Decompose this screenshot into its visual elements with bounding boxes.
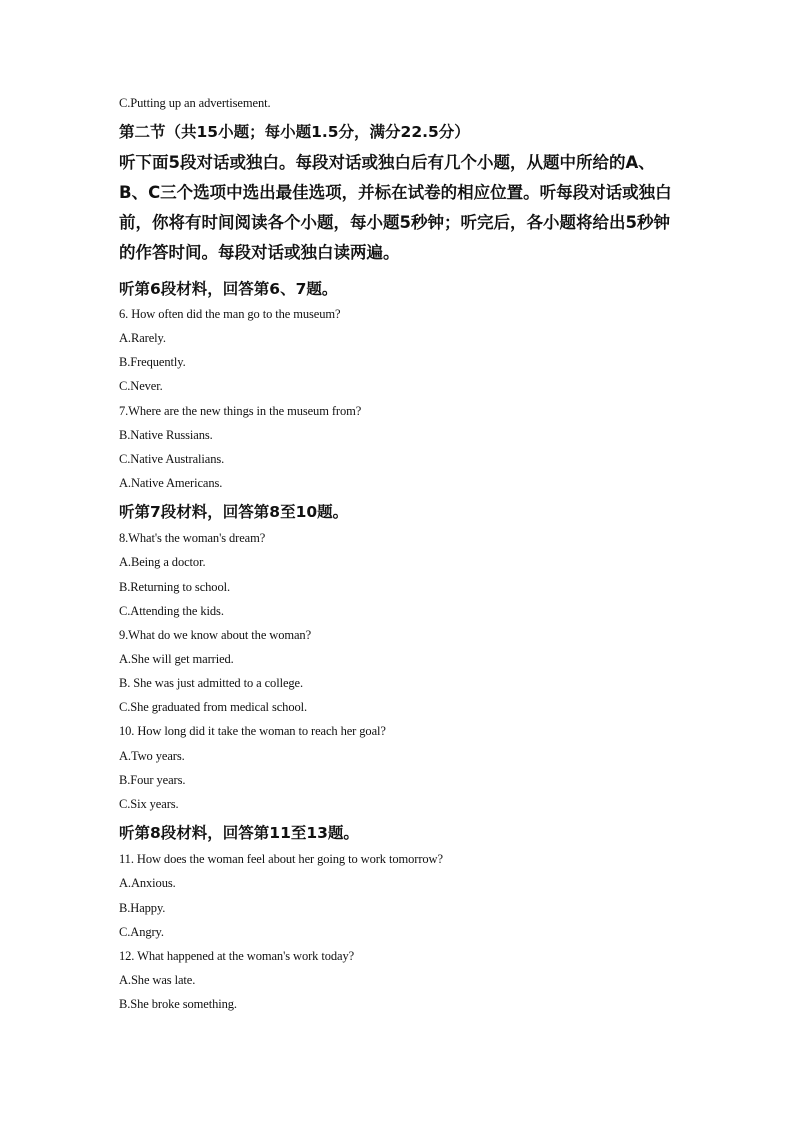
- option-8c: C.Attending the kids.: [119, 604, 224, 618]
- option-12b: B.She broke something.: [119, 997, 237, 1011]
- option-9b: B. She was just admitted to a college.: [119, 676, 304, 690]
- option-6c: C.Never.: [119, 379, 163, 393]
- option-10c: C.Six years.: [119, 797, 179, 811]
- option-6b: B.Frequently.: [119, 355, 186, 369]
- option-text: C.Putting up an advertisement.: [119, 96, 271, 110]
- option-11a: A.Anxious.: [119, 876, 176, 890]
- option-7a: A.Native Americans.: [119, 476, 223, 490]
- question-7: 7.Where are the new things in the museum from?: [119, 404, 362, 418]
- group-heading-8: 听第8段材料，回答第11至13题。: [119, 824, 359, 842]
- instructions-paragraph: 听下面5段对话或独白。每段对话或独白后有几个小题，从题中所给的A、B、C三个选项中选出最佳选项，并标在试卷的相应位置。听每段对话或独白前，你将有时间阅读各个小题，每小题5秒钟；听完后，各小题将给出5秒钟的作答时间。每段对话或独白读两遍。: [119, 153, 672, 262]
- group-heading-7: 听第7段材料，回答第8至10题。: [119, 503, 349, 521]
- question-10: 10. How long did it take the woman to reach her goal?: [119, 724, 386, 738]
- option-11b: B.Happy.: [119, 901, 166, 915]
- option-10b: B.Four years.: [119, 773, 186, 787]
- option-6a: A.Rarely.: [119, 331, 166, 345]
- option-8b: B.Returning to school.: [119, 580, 230, 594]
- option-12a: A.She was late.: [119, 973, 196, 987]
- option-8a: A.Being a doctor.: [119, 555, 206, 569]
- question-6: 6. How often did the man go to the museum?: [119, 307, 341, 321]
- option-7b: B.Native Russians.: [119, 428, 213, 442]
- question-8: 8.What's the woman's dream?: [119, 531, 266, 545]
- option-7c: C.Native Australians.: [119, 452, 225, 466]
- section-title: 第二节（共15小题；每小题1.5分，满分22.5分）: [119, 123, 470, 141]
- option-10a: A.Two years.: [119, 749, 185, 763]
- question-12: 12. What happened at the woman's work today?: [119, 949, 355, 963]
- option-9c: C.She graduated from medical school.: [119, 700, 308, 714]
- question-9: 9.What do we know about the woman?: [119, 628, 312, 642]
- group-heading-6: 听第6段材料，回答第6、7题。: [119, 280, 338, 298]
- question-11: 11. How does the woman feel about her going to work tomorrow?: [119, 852, 443, 866]
- option-9a: A.She will get married.: [119, 652, 234, 666]
- option-11c: C.Angry.: [119, 925, 164, 939]
